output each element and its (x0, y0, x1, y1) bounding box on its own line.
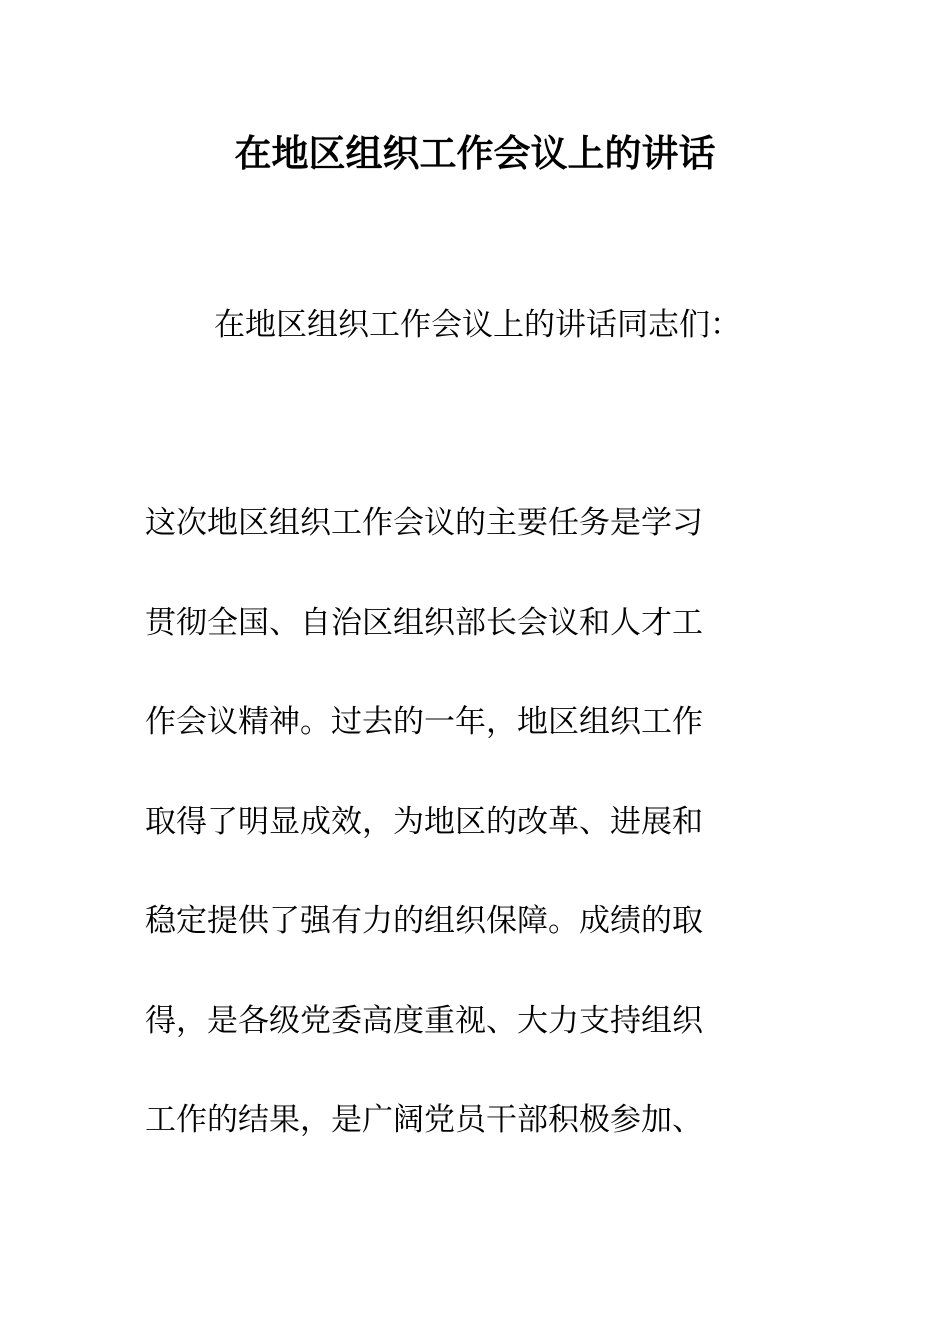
body-line: 得，是各级党委高度重视、大力支持组织 (145, 1003, 703, 1039)
body-line: 这次地区组织工作会议的主要任务是学习 (145, 505, 703, 541)
document-title: 在地区组织工作会议上的讲话 (234, 131, 716, 175)
body-line: 取得了明显成效，为地区的改革、进展和 (145, 804, 703, 840)
body-line: 稳定提供了强有力的组织保障。成绩的取 (145, 903, 703, 939)
body-line: 工作的结果，是广阔党员干部积极参加、 (145, 1102, 703, 1138)
body-line: 贯彻全国、自治区组织部长会议和人才工 (145, 605, 703, 641)
document-subtitle: 在地区组织工作会议上的讲话同志们： (214, 307, 741, 343)
body-line: 作会议精神。过去的一年，地区组织工作 (145, 704, 703, 740)
